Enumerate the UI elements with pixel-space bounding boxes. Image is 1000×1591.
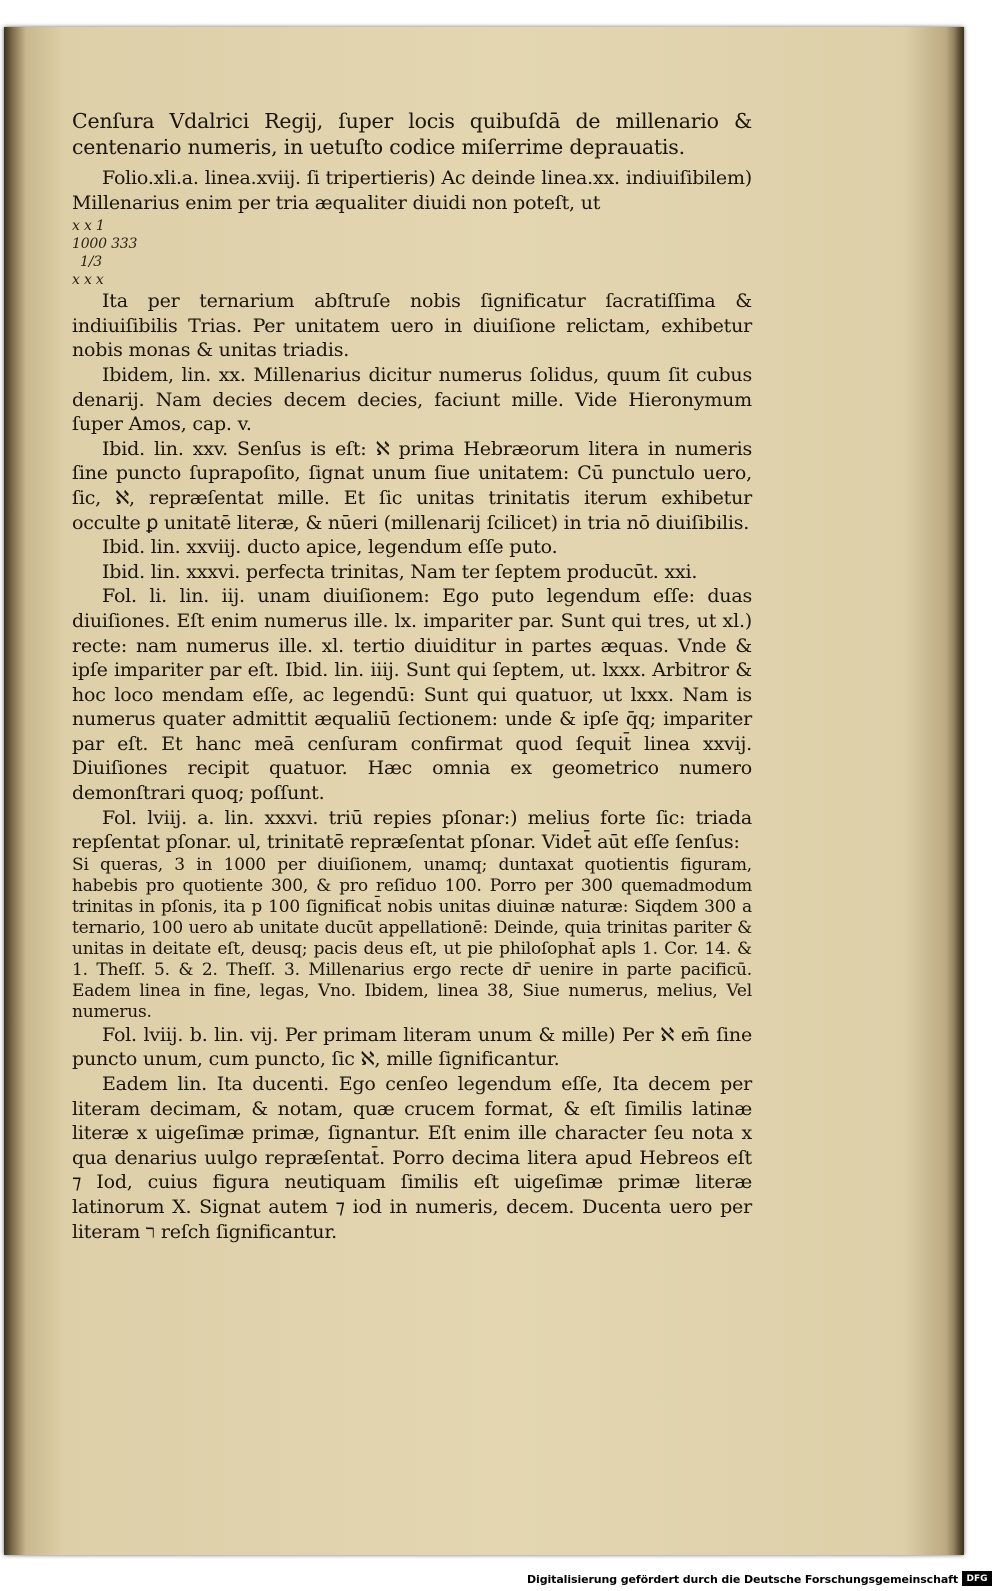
dfg-logo: DFG	[962, 1571, 992, 1586]
paragraph-7: Fol. li. lin. iij. unam diuiſionem: Ego puto legendum eſſe: duas diuiſiones. Eſt enim numerus ille. lx. impariter par. Sunt qui tres, ut xl.) recte: nam numerus ille. xl. tertio diuiditur in partes æquas. Vnde & ipſe impariter par eſt. Ibid. lin. iiij. Sunt qui ſeptem, ut. lxxx. Arbitror & hoc loco mendam eſſe, ac legendū: Sunt qui quatuor, ut lxxx. Nam is numerus quater admittit æqualiū ſectionem: unde & ipſe q̄q; impariter par eſt. Et hanc meā cenſuram confirmat quod ſequit̄ linea xxvij. Diuiſiones recipit quatuor. Hæc omnia ex geometrico numero demonſtrari quoq; poſſunt.	[72, 585, 752, 805]
paragraph-1: Folio.xli.a. linea.xviij. ſi tripertieris) Ac deinde linea.xx. indiuiſibilem) Millenarius enim per tria æqualiter diuidi non poteſt, ut	[72, 167, 752, 214]
paragraph-10: Eadem lin. Ita ducenti. Ego cenſeo legendum eſſe, Ita decem per literam decimam, & notam, quæ crucem format, & eſt ſimilis latinæ literæ x uigeſimæ primæ, ſignantur. Eſt enim ille character ſeu nota x qua denarius uulgo repræſentat̄. Porro decima litera apud Hebreos eſt ⁊ Iod, cuius figura neutiquam ſimilis eſt uigeſimæ primæ literæ latinorum X. Signat autem ⁊ iod in numeris, decem. Ducenta uero per literam ר reſch ſignificantur.	[72, 1073, 752, 1243]
paragraph-4: Ibid. lin. xxv. Senſus is eſt: ℵ prima Hebræorum litera in numeris ſine puncto ſuprapoſito, ſignat unum ſiue unitatem: Cū punctulo uero, ſic, ℵ, repræſentat mille. Et ſic unitas trinitatis iterum exhibetur occulte ꝑ unitatē literæ, & nūeri (millenarij ſcilicet) in tria nō diuiſibilis.	[72, 437, 752, 534]
division-figure	[72, 217, 752, 289]
paragraph-3: Ibidem, lin. xx. Millenarius dicitur numerus ſolidus, quum ſit cubus denarij. Nam decies decem decies, faciunt mille. Vide Hieronymum ſuper Amos, cap. v.	[72, 363, 752, 436]
page-edge-shadow	[946, 27, 964, 1555]
footer-credit: Digitalisierung gefördert durch die Deutsche Forschungsgemeinschaft	[527, 1573, 958, 1586]
paragraph-6: Ibid. lin. xxxvi. perfecta trinitas, Nam ter ſeptem producūt. xxi.	[102, 560, 698, 583]
page-text	[72, 108, 752, 1244]
division-fraction: 1/3	[80, 254, 102, 271]
paragraph-2: Ita per ternarium abſtruſe nobis ſignificatur ſacratiſſima & indiuiſibilis Trias. Per unitatem uero in diuiſione relictam, exhibetur nobis monas & unitas triadis.	[72, 290, 752, 362]
small-print-paragraph: Si queras, 3 in 1000 per diuiſionem, unamq; duntaxat quotientis figuram, habebis pro quotiente 300, & pro reſiduo 100. Porro per 300 quemadmodum trinitas in pſonis, ita p 100 ſignificat̄ nobis unitas diuinæ naturæ: Siqdem 300 a ternario, 100 uero ab unitate ducūt appellationē: Deinde, quia trinitas pariter & unitas in deitate eſt, deusq; pacis deus eſt, ut pie philoſophat̄ apls 1. Cor. 14. & 1. Theſſ. 5. & 2. Theſſ. 3. Millenarius ergo recte dr̄ uenire in parte pacificū. Eadem linea in fine, legas, Vno. Ibidem, linea 38, Siue numerus, melius, Vel numerus.	[72, 854, 752, 1022]
page-title: Cenſura Vdalrici Regij, ſuper locis quibuſdā de millenario & centenario numeris, in uetuſto codice miſerrime deprauatis.	[72, 109, 752, 159]
paragraph-5: Ibid. lin. xxviij. ducto apice, legendum eſſe puto.	[102, 536, 558, 559]
division-figure-row-3: x x x	[72, 272, 104, 289]
division-figure-row-1: x x 1	[72, 218, 105, 235]
division-figure-row-2: 1000 333 1/3	[72, 235, 752, 271]
paragraph-8: Fol. lviij. a. lin. xxxvi. triū repies pſonar:) melius forte ſic: triada repſentat pſonar. ul, trinitatē repræſentat pſonar. Videt̄ aūt eſſe ſenſus:	[72, 806, 752, 854]
paragraph-9: Fol. lviij. b. lin. vij. Per primam literam unum & mille) Per ℵ em̄ ſine puncto unum, cum puncto, ſic ℵ, mille ſignificantur.	[72, 1023, 752, 1071]
